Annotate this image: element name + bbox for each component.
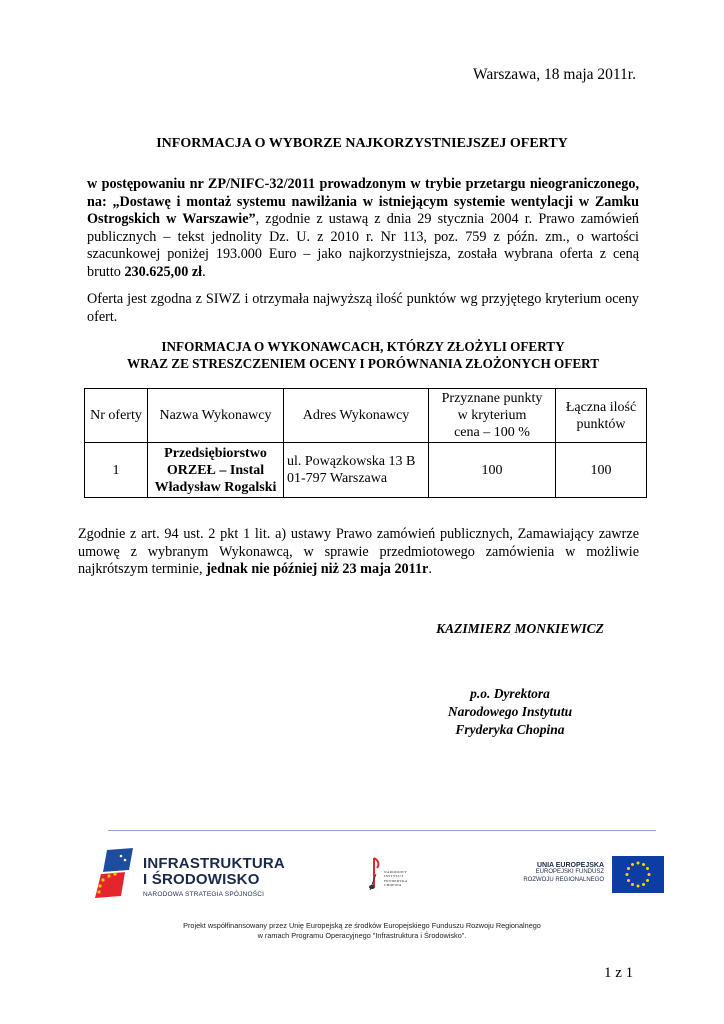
price: 230.625,00 zł xyxy=(124,263,203,280)
document-title: INFORMACJA O WYBORZE NAJKORZYSTNIEJSZEJ OFERTY xyxy=(156,136,568,151)
document-date: Warszawa, 18 maja 2011r. xyxy=(472,66,636,83)
infrastruktura-logo xyxy=(95,846,285,906)
header-offer-number: Nr oferty xyxy=(85,389,148,443)
cell-offer-number: 1 xyxy=(85,443,148,498)
compliance-paragraph: Oferta jest zgodna z SIWZ i otrzymała najwyższą ilość punktów wg przyjętego kryterium oceny ofert. xyxy=(87,291,639,325)
cell-contractor-address: ul. Powązkowska 13 B 01-797 Warszawa xyxy=(284,443,429,498)
offers-table xyxy=(84,388,647,498)
signatory-name: KAZIMIERZ MONKIEWICZ xyxy=(436,621,604,636)
table-row xyxy=(85,443,647,498)
header-contractor-address: Adres Wykonawcy xyxy=(284,389,429,443)
cell-contractor-name: Przedsiębiorstwo ORZEŁ – Instal Władysław Rogalski xyxy=(148,443,284,498)
header-points: Przyznane punkty w kryterium cena – 100 % xyxy=(429,389,556,443)
cell-total: 100 xyxy=(556,443,647,498)
intro-paragraph: w postępowaniu nr ZP/NIFC-32/2011 prowadzonym w trybie przetargu nieograniczonego, na: „Dostawę i montaż systemu nawilżania w istniejącym systemie wentylacji w Zamku Ostrogskich w Warszawie”, zgodnie z ustawą z dnia 29 stycznia 2004 r. Prawo zamówień publicznych – tekst jednolity Dz. U. z 2010 r. Nr 113, poz. 759 z późn. zm., o wartości szacunkowej poniżej 193.000 Euro – jako najkorzystniejsza, została wybrana oferta z ceną brutto 230.625,00 zł. xyxy=(87,176,639,280)
signatory-title-line2: Narodowego Instytutu xyxy=(447,704,573,719)
intro-bold: w postępowaniu nr ZP/NIFC-32/2011 prowadzonym w trybie przetargu nieograniczonego, na: „Dostawę i montaż systemu nawilżania w istniejącym systemie wentylacji w Zamku Ostrogskich w Warszawie” xyxy=(87,176,639,227)
signatory-title-line3: Fryderyka Chopina xyxy=(455,722,565,737)
cell-points: 100 xyxy=(429,443,556,498)
project-cofinancing-note: Projekt współfinansowany przez Unię Europejską ze środków Europejskiego Funduszu Rozwoju Regionalnego w ramach Programu Operacyjnego "Infrastruktura i Środowisko". xyxy=(183,921,541,940)
intro-text: , zgodnie z ustawą z dnia 29 stycznia 2004 r. Prawo zamówień publicznych – tekst jednolity Dz. U. z 2010 r. Nr 113, poz. 759 z późn. zm., o wartości szacunkowej poniżej 193.000 Euro – jako najkorzystniejsza, została wybrana oferta z ceną brutto xyxy=(87,211,639,280)
logo-is-line2: I ŚRODOWISKO xyxy=(143,871,260,888)
page-number: 1 z 1 xyxy=(604,965,634,981)
header-contractor-name: Nazwa Wykonawcy xyxy=(148,389,284,443)
footer-divider xyxy=(108,830,656,831)
header-total: Łączna ilość punktów xyxy=(556,389,647,443)
signatory-title-line1: p.o. Dyrektora xyxy=(470,686,550,701)
deadline: jednak nie później niż 23 maja 2011r xyxy=(206,561,429,577)
logo-is-line1: INFRASTRUKTURA xyxy=(143,855,285,872)
eu-logo-text: UNIA EUROPEJSKA EUROPEJSKI FUNDUSZ ROZWOJU REGIONALNEGO xyxy=(523,862,604,883)
eu-flag-icon xyxy=(612,856,664,893)
nss-flag-icon xyxy=(95,848,135,898)
nifc-note-icon xyxy=(368,856,384,896)
nifc-logo: NARODOWY INSTYTUT FRYDERYKA CHOPINA xyxy=(368,856,428,898)
contract-paragraph: Zgodnie z art. 94 ust. 2 pkt 1 lit. a) ustawy Prawo zamówień publicznych, Zamawiający zawrze umowę z wybranym Wykonawcą, w sprawie przedmiotowego zamówienia w możliwie najkrótszym terminie, jednak nie później niż 23 maja 2011r. xyxy=(78,526,639,577)
table-header-row xyxy=(85,389,647,443)
logo-is-line3: NARODOWA STRATEGIA SPÓJNOŚCI xyxy=(143,891,265,898)
section-subtitle-line1: INFORMACJA O WYKONAWCACH, KTÓRZY ZŁOŻYLI OFERTY xyxy=(161,339,565,354)
section-subtitle-line2: WRAZ ZE STRESZCZENIEM OCENY I PORÓWNANIA ZŁOŻONYCH OFERT xyxy=(126,356,600,371)
